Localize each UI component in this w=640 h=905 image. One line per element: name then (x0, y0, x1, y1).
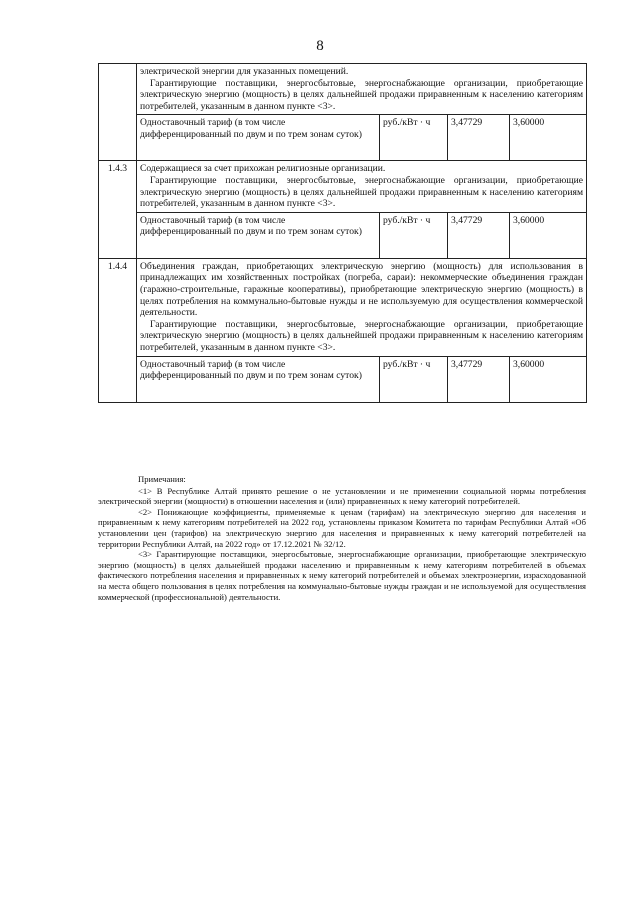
description-line: электрической энергии для указанных помещений. (140, 66, 349, 77)
note-item: <2> Понижающие коэффициенты, применяемые к ценам (тарифам) на электрическую энергию для населения и приравненным к нему категориям потребителей на 2022 год, установлены приказом Комитета по тарифам Республики Алтай «Об установлении цен (тарифов) на электрическую энергию для населения и приравненных к нему категорий потребителей на территории Республики Алтай, на 2022 год» от 17.12.2021 № 32/12. (98, 506, 586, 549)
notes-section (98, 474, 586, 602)
tariff-value-1: 3,47729 (448, 356, 510, 402)
description-line: Гарантирующие поставщики, энергосбытовые, энергоснабжающие организации, приобретающие электрическую энергию (мощность) в целях дальнейшей продажи приравненным к населению категориям потребителей, указанным в данном пункте <3>. (140, 174, 584, 210)
tariff-value-2: 3,60000 (510, 212, 587, 258)
table-row (99, 115, 587, 161)
description-line: Содержащиеся за счет прихожан религиозные организации. (140, 163, 386, 175)
page-number: 8 (316, 38, 324, 54)
description-line: Гарантирующие поставщики, энергосбытовые, энергоснабжающие организации, приобретающие электрическую энергию (мощность) в целях дальнейшей продажи приравненным к населению категориям потребителей, указанным в данном пункте <3>. (140, 318, 584, 353)
table-row (99, 161, 587, 212)
tariff-value-2: 3,60000 (510, 115, 587, 161)
tariff-name: Одноставочный тариф (в том числе дифференцированный по двум и по трем зонам суток) (137, 356, 380, 402)
table-row (99, 64, 587, 115)
item-number (99, 64, 137, 161)
consumer-description (137, 161, 587, 212)
consumer-description (137, 258, 587, 356)
item-number: 1.4.3 (99, 161, 137, 258)
description-line: Объединения граждан, приобретающих электрическую энергию (мощность) для использования в принадлежащих им хозяйственных постройках (погреба, сараи): некоммерческие объединения граждан (гаражно-строительные, гаражные кооперативы), приобретающие электрическую энергию (мощность) в целях потребления на коммунально-бытовые нужды и не используемую для осуществления коммерческой деятельности. (140, 260, 584, 319)
item-number: 1.4.4 (99, 258, 137, 402)
tariff-name: Одноставочный тариф (в том числе дифференцированный по двум и по трем зонам суток) (137, 212, 380, 258)
tariff-unit: руб./кВт · ч (380, 115, 448, 161)
table-row (99, 356, 587, 402)
tariff-table (98, 63, 587, 403)
tariff-value-1: 3,47729 (448, 212, 510, 258)
tariff-value-1: 3,47729 (448, 115, 510, 161)
tariff-name: Одноставочный тариф (в том числе дифференцированный по двум и по трем зонам суток) (137, 115, 380, 161)
note-item: <3> Гарантирующие поставщики, энергосбытовые, энергоснабжающие организации, приобретающие электрическую энергию (мощность) в целях дальнейшей продажи населению и приравненным к нему категориям потребителей в объемах фактического потребления населения и приравненных к нему категорий потребителей и объемах электроэнергии, израсходованной на места общего пользования в целях потребления на коммунально-бытовые нужды граждан и не используемой для осуществления коммерческой (профессиональной) деятельности. (98, 549, 586, 602)
tariff-unit: руб./кВт · ч (380, 212, 448, 258)
consumer-description (137, 64, 587, 115)
notes-title: Примечания: (138, 474, 186, 484)
table-row (99, 258, 587, 356)
description-line: Гарантирующие поставщики, энергосбытовые, энергоснабжающие организации, приобретающие электрическую энергию (мощность) в целях дальнейшей продажи приравненным к населению категориям потребителей, указанным в данном пункте <3>. (140, 77, 584, 112)
tariff-unit: руб./кВт · ч (380, 356, 448, 402)
note-item: <1> В Республике Алтай принято решение о не установлении и не применении социальной нормы потребления электрической энергии (мощности) в отношении населения и (или) приравненных к нему категорий потребителей. (98, 485, 586, 507)
table-row (99, 212, 587, 258)
tariff-value-2: 3,60000 (510, 356, 587, 402)
